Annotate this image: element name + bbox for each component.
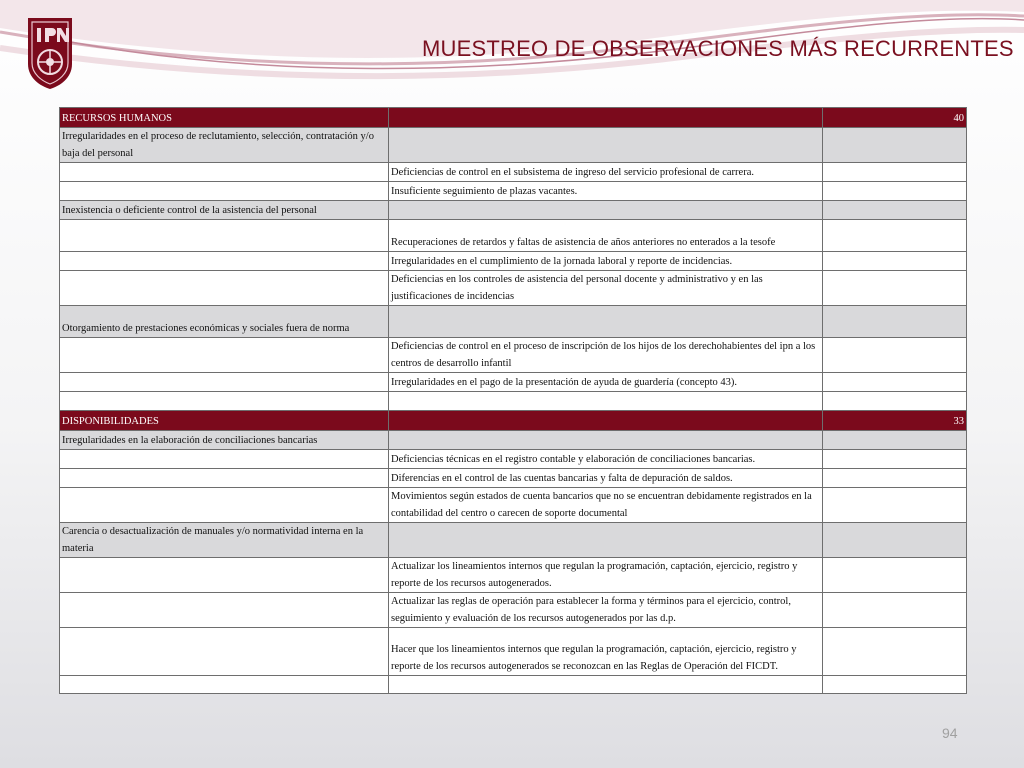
- category-cell: [60, 163, 389, 182]
- count-cell: [823, 373, 967, 392]
- observation-cell: [389, 392, 823, 411]
- count-cell: [823, 431, 967, 450]
- observation-cell: [389, 431, 823, 450]
- category-cell: [60, 392, 389, 411]
- count-cell: [823, 201, 967, 220]
- count-cell: [823, 593, 967, 628]
- count-cell: [823, 271, 967, 306]
- observation-cell: Movimientos según estados de cuenta bancarios que no se encuentran debidamente registrados en la contabilidad del centro o carecen de soporte documental: [389, 488, 823, 523]
- category-cell: [60, 220, 389, 252]
- observation-cell: [389, 676, 823, 694]
- observation-cell: Deficiencias técnicas en el registro contable y elaboración de conciliaciones bancarias.: [389, 450, 823, 469]
- table-row: [60, 469, 967, 488]
- observation-cell: [389, 201, 823, 220]
- table-row: [60, 163, 967, 182]
- category-cell: [60, 450, 389, 469]
- table-row: [60, 450, 967, 469]
- observation-cell: Actualizar los lineamientos internos que regulan la programación, captación, ejercicio, registro y reporte de los recursos autogenerados.: [389, 558, 823, 593]
- table-row: [60, 593, 967, 628]
- count-cell: [823, 469, 967, 488]
- count-cell: [823, 676, 967, 694]
- observation-cell: Deficiencias de control en el subsistema de ingreso del servicio profesional de carrera.: [389, 163, 823, 182]
- observation-cell: Hacer que los lineamientos internos que regulan la programación, captación, ejercicio, registro y reporte de los recursos autogenerados se reconozcan en las Reglas de Operación del FICDT.: [389, 628, 823, 676]
- category-cell: Inexistencia o deficiente control de la asistencia del personal: [60, 201, 389, 220]
- category-cell: Irregularidades en el proceso de reclutamiento, selección, contratación y/o baja del personal: [60, 128, 389, 163]
- observation-cell: Actualizar las reglas de operación para establecer la forma y términos para el ejercicio, control, seguimiento y evaluación de los recursos autogenerados por las d.p.: [389, 593, 823, 628]
- table-row: [60, 676, 967, 694]
- observation-cell: Diferencias en el control de las cuentas bancarias y falta de depuración de saldos.: [389, 469, 823, 488]
- category-cell: [60, 252, 389, 271]
- count-cell: [823, 392, 967, 411]
- count-cell: 40: [823, 108, 967, 128]
- table-row: [60, 338, 967, 373]
- category-cell: Irregularidades en la elaboración de conciliaciones bancarias: [60, 431, 389, 450]
- count-cell: [823, 488, 967, 523]
- count-cell: [823, 220, 967, 252]
- table-row: [60, 558, 967, 593]
- count-cell: [823, 182, 967, 201]
- category-cell: Otorgamiento de prestaciones económicas y sociales fuera de norma: [60, 306, 389, 338]
- category-cell: [60, 676, 389, 694]
- page-number: 94: [942, 725, 958, 741]
- count-cell: [823, 306, 967, 338]
- table-row: [60, 220, 967, 252]
- table-row: [60, 488, 967, 523]
- observation-cell: Recuperaciones de retardos y faltas de asistencia de años anteriores no enterados a la tesofe: [389, 220, 823, 252]
- table-row: [60, 182, 967, 201]
- section-header-row: [60, 411, 967, 431]
- ipn-logo: [24, 16, 76, 90]
- table-row: [60, 271, 967, 306]
- table-row: [60, 252, 967, 271]
- category-cell: DISPONIBILIDADES: [60, 411, 389, 431]
- section-header-row: [60, 108, 967, 128]
- category-cell: [60, 469, 389, 488]
- observation-cell: Deficiencias de control en el proceso de inscripción de los hijos de los derechohabientes del ipn a los centros de desarrollo infantil: [389, 338, 823, 373]
- category-cell: [60, 558, 389, 593]
- observation-cell: Irregularidades en el cumplimiento de la jornada laboral y reporte de incidencias.: [389, 252, 823, 271]
- category-row: [60, 201, 967, 220]
- category-row: [60, 128, 967, 163]
- category-cell: [60, 488, 389, 523]
- category-cell: [60, 182, 389, 201]
- observation-cell: [389, 523, 823, 558]
- table-row: [60, 628, 967, 676]
- page-title: MUESTREO DE OBSERVACIONES MÁS RECURRENTES: [422, 36, 1014, 61]
- count-cell: [823, 450, 967, 469]
- category-cell: RECURSOS HUMANOS: [60, 108, 389, 128]
- table-body: [60, 108, 967, 694]
- table-row: [60, 392, 967, 411]
- observation-cell: [389, 128, 823, 163]
- count-cell: [823, 523, 967, 558]
- observation-cell: [389, 108, 823, 128]
- observations-table: [59, 107, 967, 694]
- count-cell: [823, 252, 967, 271]
- count-cell: [823, 338, 967, 373]
- observation-cell: Insuficiente seguimiento de plazas vacantes.: [389, 182, 823, 201]
- category-cell: [60, 338, 389, 373]
- count-cell: [823, 558, 967, 593]
- count-cell: 33: [823, 411, 967, 431]
- category-cell: [60, 373, 389, 392]
- observation-cell: Irregularidades en el pago de la presentación de ayuda de guardería (concepto 43).: [389, 373, 823, 392]
- category-row: [60, 306, 967, 338]
- observation-cell: Deficiencias en los controles de asistencia del personal docente y administrativo y en las justificaciones de incidencias: [389, 271, 823, 306]
- category-row: [60, 523, 967, 558]
- category-cell: [60, 593, 389, 628]
- count-cell: [823, 628, 967, 676]
- observation-cell: [389, 306, 823, 338]
- count-cell: [823, 163, 967, 182]
- category-row: [60, 431, 967, 450]
- table-row: [60, 373, 967, 392]
- count-cell: [823, 128, 967, 163]
- category-cell: [60, 628, 389, 676]
- category-cell: Carencia o desactualización de manuales y/o normatividad interna en la materia: [60, 523, 389, 558]
- category-cell: [60, 271, 389, 306]
- observation-cell: [389, 411, 823, 431]
